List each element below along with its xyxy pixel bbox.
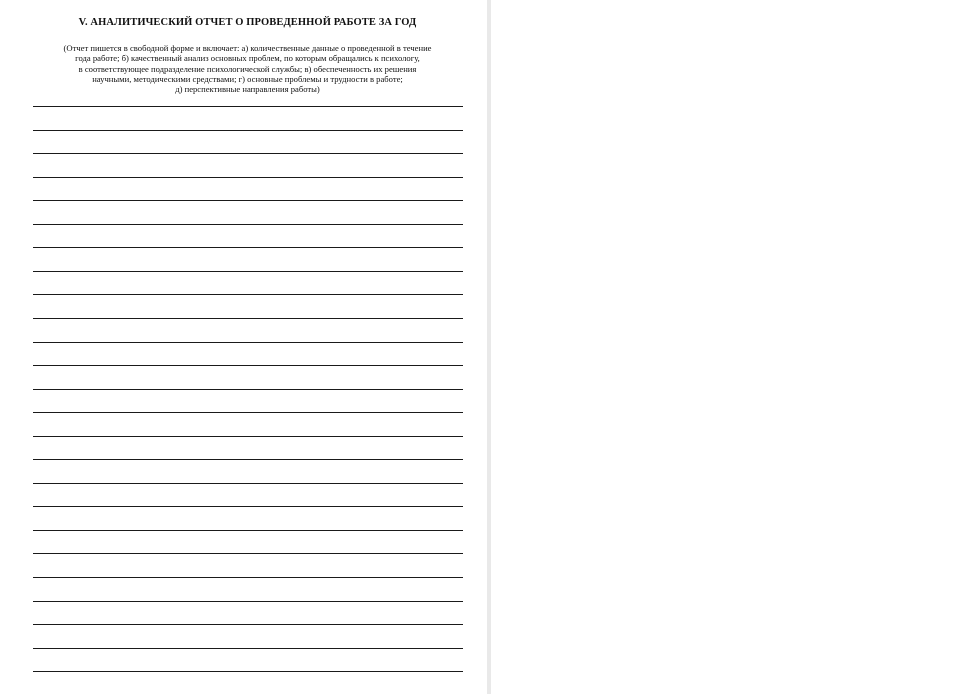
writing-line [33, 342, 463, 343]
writing-line [33, 601, 463, 602]
writing-line [33, 271, 463, 272]
writing-line [33, 577, 463, 578]
report-instructions [32, 43, 463, 94]
writing-line [33, 200, 463, 201]
writing-line [33, 130, 463, 131]
writing-line [33, 506, 463, 507]
writing-line [33, 671, 463, 672]
writing-line [33, 106, 463, 107]
instruction-line: (Отчет пишется в свободной форме и включает: а) количественные данные о проведенной в течение [63, 43, 432, 53]
writing-line [33, 530, 463, 531]
instruction-line: года работе; б) качественный анализ основных проблем, по которым обращались к психологу, [75, 53, 420, 64]
report-title: V. АНАЛИТИЧЕСКИЙ ОТЧЕТ О ПРОВЕДЕННОЙ РАБОТЕ ЗА ГОД [78, 17, 417, 28]
writing-lines-left [33, 106, 463, 686]
left-page [0, 0, 487, 694]
instruction-line: д) перспективные направления работы) [175, 84, 320, 95]
writing-line [33, 412, 463, 413]
writing-line [33, 247, 463, 248]
instruction-line: в соответствующее подразделение психологической службы; в) обеспеченность их решения [78, 63, 417, 74]
writing-line [33, 459, 463, 460]
writing-line [33, 177, 463, 178]
writing-line [33, 294, 463, 295]
right-page [491, 0, 979, 694]
writing-line [33, 365, 463, 366]
instruction-line: научными, методическими средствами; г) основные проблемы и трудности в работе; [92, 73, 403, 84]
writing-line [33, 389, 463, 390]
writing-line [33, 624, 463, 625]
writing-line [33, 318, 463, 319]
writing-line [33, 648, 463, 649]
writing-line [33, 224, 463, 225]
writing-line [33, 436, 463, 437]
writing-line [33, 553, 463, 554]
writing-line [33, 483, 463, 484]
writing-line [33, 153, 463, 154]
